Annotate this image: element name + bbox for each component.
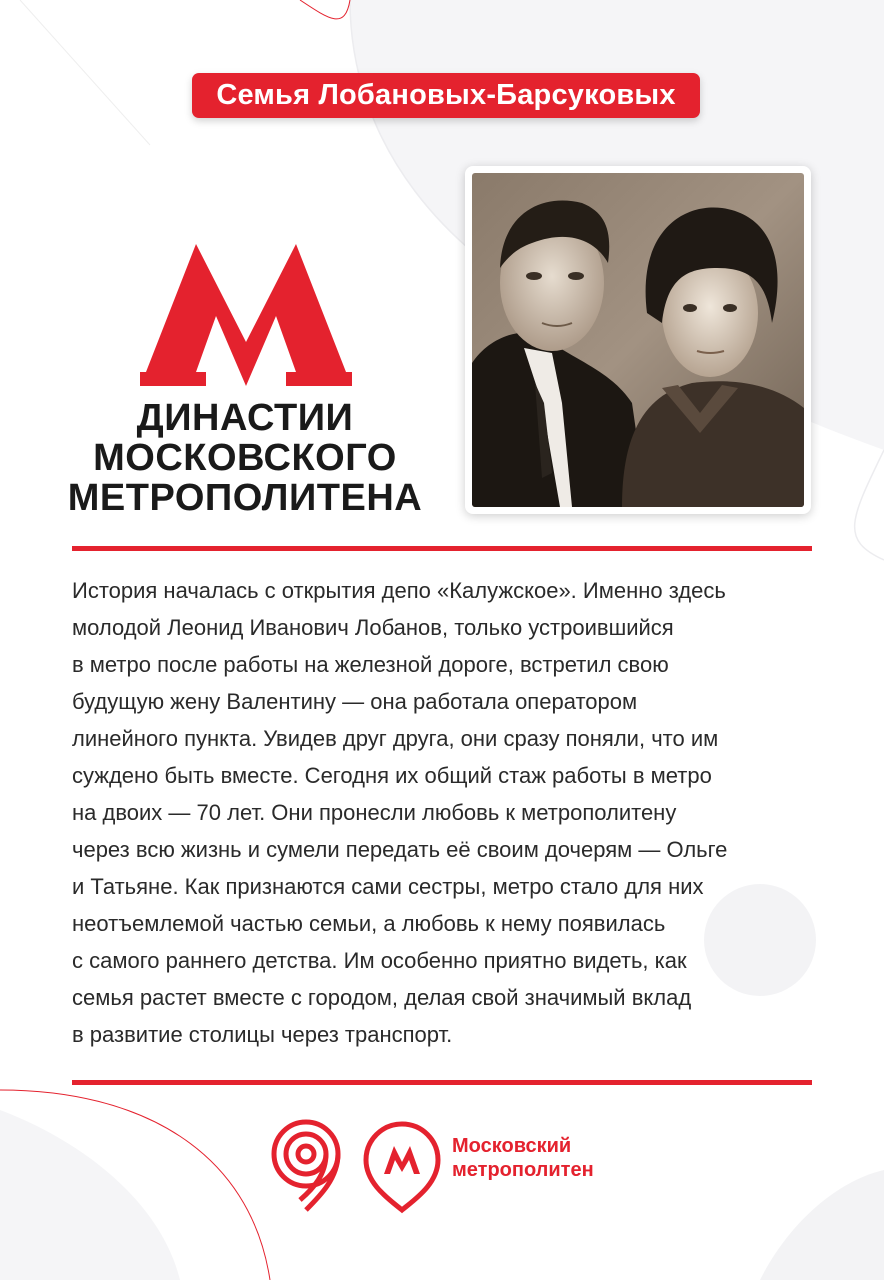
story-line: в метро после работы на железной дороге, встретил свою (72, 652, 669, 677)
story-line: линейного пункта. Увидев друг друга, они сразу поняли, что им (72, 726, 719, 751)
story-line: неотъемлемой частью семьи, а любовь к нему появилась (72, 911, 666, 936)
org-name-line-1: Московский (452, 1135, 572, 1157)
story-line: будущую жену Валентину — она работала оператором (72, 689, 638, 714)
org-name (452, 1134, 594, 1182)
couple-portrait-photo (472, 173, 804, 507)
metro-pin-logo-icon (366, 1124, 438, 1210)
story-line: с самого раннего детства. Им особенно приятно видеть, как (72, 948, 687, 973)
story-line: молодой Леонид Иванович Лобанов, только устроившийся (72, 615, 674, 640)
org-name-line-2: метрополитен (452, 1159, 594, 1181)
story-text (72, 572, 852, 1053)
dynasty-title (40, 398, 450, 518)
metro-m-logo-icon (140, 240, 352, 386)
moscow-city-logo-icon (274, 1122, 338, 1210)
story-line: на двоих — 70 лет. Они пронесли любовь к метрополитену (72, 800, 677, 825)
photo-frame (465, 166, 811, 514)
top-divider (72, 546, 812, 551)
title-line-3: МЕТРОПОЛИТЕНА (67, 477, 423, 519)
story-line: в развитие столицы через транспорт. (72, 1022, 453, 1047)
story-line: семья растет вместе с городом, делая свой значимый вклад (72, 985, 692, 1010)
story-line: и Татьяне. Как признаются сами сестры, метро стало для них (72, 874, 704, 899)
story-line: суждено быть вместе. Сегодня их общий стаж работы в метро (72, 763, 712, 788)
story-line: через всю жизнь и сумели передать её своим дочерям — Ольге (72, 837, 728, 862)
title-line-1: ДИНАСТИИ (136, 397, 354, 439)
title-line-2: МОСКОВСКОГО (93, 437, 397, 479)
story-line: История началась с открытия депо «Калужское». Именно здесь (72, 578, 726, 603)
bottom-divider (72, 1080, 812, 1085)
family-name-badge: Семья Лобановых-Барсуковых (192, 73, 700, 118)
